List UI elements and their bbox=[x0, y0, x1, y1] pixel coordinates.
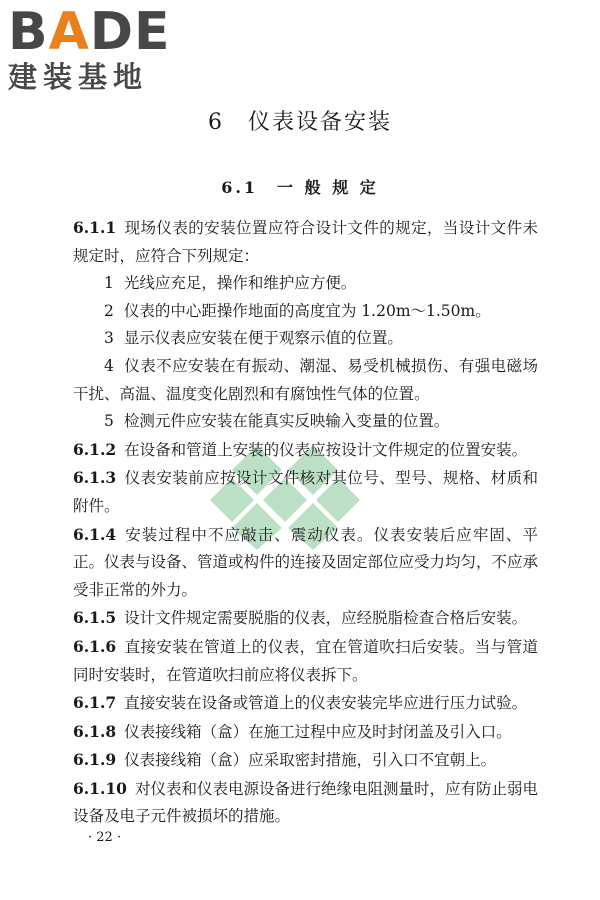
clause-number: 6.1.1 bbox=[73, 218, 117, 237]
clause-6-1-8 bbox=[73, 718, 538, 747]
list-item bbox=[73, 408, 538, 436]
list-item bbox=[73, 270, 538, 298]
clause-number: 6.1.7 bbox=[73, 693, 117, 713]
clause-number: 6.1.6 bbox=[73, 636, 117, 656]
clause-6-1-7 bbox=[73, 689, 538, 718]
logo-subtitle: 建装基地 bbox=[8, 60, 149, 94]
clause-text: 直接安装在设备或管道上的仪表安装完毕应进行压力试验。 bbox=[124, 694, 528, 713]
clause-6-1-4 bbox=[73, 521, 538, 605]
clause-number: 6.1.5 bbox=[73, 608, 117, 628]
clause-number: 6.1.9 bbox=[73, 750, 117, 770]
item-text: 仪表不应安装在有振动、潮湿、易受机械损伤、有强电磁场干扰、高温、温度变化剧烈和有腐蚀性气体的位置。 bbox=[73, 356, 538, 403]
item-number: 2 bbox=[104, 301, 114, 320]
clause-text: 现场仪表的安装位置应符合设计文件的规定，当设计文件未规定时，应符合下列规定： bbox=[73, 219, 538, 265]
item-text: 显示仪表应安装在便于观察示值的位置。 bbox=[123, 329, 403, 348]
item-number: 4 bbox=[104, 356, 114, 375]
item-text: 仪表的中心距操作地面的高度宜为 1.20m～1.50m。 bbox=[123, 301, 491, 320]
section-title: 6.1 一 般 规 定 bbox=[221, 178, 379, 197]
clause-text: 仪表接线箱（盒）应采取密封措施，引入口不宜朝上。 bbox=[124, 751, 497, 770]
clause-text: 直接安装在管道上的仪表，宜在管道吹扫后安装。当与管道同时安装时，在管道吹扫前应将仪表拆下。 bbox=[73, 637, 538, 684]
clause-number: 6.1.10 bbox=[73, 778, 127, 798]
clause-6-1-9 bbox=[73, 746, 538, 775]
chapter-title: 6 仪表设备安装 bbox=[208, 110, 392, 135]
logo-wordmark: BADE bbox=[8, 2, 171, 62]
clause-6-1-5 bbox=[73, 604, 538, 633]
item-number: 3 bbox=[104, 329, 114, 348]
bade-logo bbox=[8, 4, 180, 96]
clause-number: 6.1.3 bbox=[73, 468, 117, 488]
document-body bbox=[73, 214, 538, 831]
clause-number: 6.1.2 bbox=[73, 439, 117, 459]
page-number: · 22 · bbox=[88, 830, 122, 845]
list-item bbox=[73, 325, 538, 353]
clause-6-1-1 bbox=[73, 214, 538, 270]
clause-number: 6.1.4 bbox=[73, 524, 117, 544]
clause-text: 安装过程中不应敲击、震动仪表。仪表安装后应牢固、平正。仪表与设备、管道或构件的连接及固定部位应受力均匀，不应承受非正常的外力。 bbox=[73, 525, 539, 599]
clause-6-1-6 bbox=[73, 633, 538, 689]
clause-6-1-3 bbox=[73, 464, 538, 520]
clause-number: 6.1.8 bbox=[73, 721, 117, 741]
clause-text: 设计文件规定需要脱脂的仪表，应经脱脂检查合格后安装。 bbox=[124, 609, 528, 628]
clause-6-1-2 bbox=[73, 436, 538, 465]
item-text: 光线应充足，操作和维护应方便。 bbox=[123, 274, 357, 293]
clause-text: 在设备和管道上安装的仪表应按设计文件规定的位置安装。 bbox=[124, 440, 528, 459]
list-item bbox=[73, 298, 538, 326]
clause-text: 仪表接线箱（盒）在施工过程中应及时封闭盖及引入口。 bbox=[124, 722, 512, 741]
list-item bbox=[73, 353, 538, 408]
item-number: 1 bbox=[104, 274, 114, 293]
clause-text: 对仪表和仪表电源设备进行绝缘电阻测量时，应有防止弱电设备及电子元件被损坏的措施。 bbox=[73, 779, 538, 826]
item-number: 5 bbox=[104, 412, 114, 431]
item-text: 检测元件应安装在能真实反映输入变量的位置。 bbox=[123, 412, 450, 431]
clause-text: 仪表安装前应按设计文件核对其位号、型号、规格、材质和附件。 bbox=[73, 469, 538, 515]
clause-6-1-10 bbox=[73, 775, 538, 831]
